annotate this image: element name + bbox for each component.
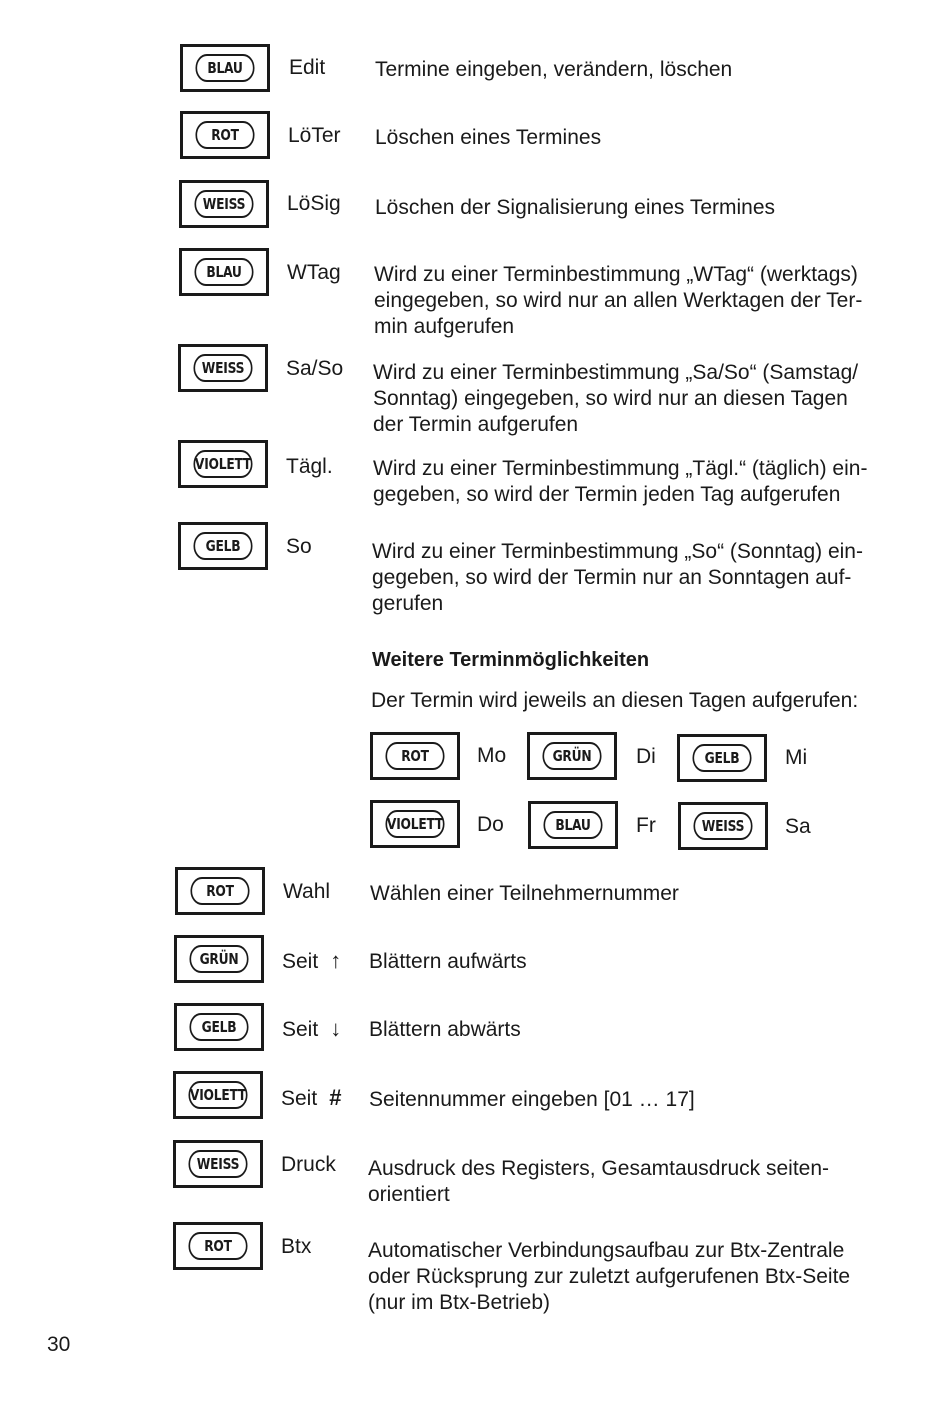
function-label: LöTer [288, 124, 341, 147]
function-description [368, 1156, 888, 1208]
function-description [372, 539, 892, 617]
arrow-down-icon: ↓ [330, 1016, 342, 1041]
description-line: Automatischer Verbindungsaufbau zur Btx-Zentrale [368, 1239, 845, 1262]
function-description [369, 1087, 889, 1113]
function-label-text: Seit [282, 1018, 319, 1041]
description-line: Wird zu einer Terminbestimmung „So“ (Sonntag) ein- [372, 540, 863, 563]
key-label: WEISS [193, 354, 252, 382]
description-line: Termine eingeben, verändern, löschen [375, 58, 733, 81]
function-label: Edit [289, 56, 326, 79]
key-label: ROT [385, 742, 444, 770]
description-line: Löschen eines Termines [375, 126, 602, 149]
key-label: WEISS [693, 812, 752, 840]
key-button [180, 44, 270, 92]
description-line: Sonntag) eingegeben, so wird nur an diesen Tagen [373, 387, 848, 410]
function-label: LöSig [287, 192, 341, 215]
key-button [178, 440, 268, 488]
function-label: Btx [281, 1235, 312, 1258]
function-description [373, 456, 893, 508]
key-label: BLAU [195, 54, 254, 82]
key-button [174, 935, 264, 983]
day-label: Mi [785, 746, 808, 769]
key-label: BLAU [543, 811, 602, 839]
key-label: GELB [189, 1013, 248, 1041]
function-label: Tägl. [286, 455, 333, 478]
key-button [677, 734, 767, 782]
function-description [374, 262, 894, 340]
function-label: Sa/So [286, 357, 344, 380]
description-line: Ausdruck des Registers, Gesamtausdruck seiten- [368, 1157, 830, 1180]
description-line: Wird zu einer Terminbestimmung „WTag“ (werktags) [374, 263, 858, 286]
key-label: VIOLETT [385, 810, 444, 838]
function-description [369, 1017, 889, 1043]
section-heading: Weitere Terminmöglichkeiten [372, 649, 650, 671]
key-button [178, 344, 268, 392]
function-label [281, 1085, 341, 1111]
key-label: GRÜN [542, 742, 601, 770]
function-description [375, 195, 895, 221]
section-intro: Der Termin wird jeweils an diesen Tagen aufgerufen: [371, 689, 859, 712]
key-label: ROT [190, 877, 249, 905]
description-line: gerufen [372, 592, 444, 615]
function-description [373, 360, 893, 438]
page-number: 30 [47, 1333, 71, 1356]
description-line: (nur im Btx-Betrieb) [368, 1291, 551, 1314]
function-description [375, 125, 895, 151]
description-line: Seitennummer eingeben [01 … 17] [369, 1088, 695, 1111]
key-label: GELB [692, 744, 751, 772]
description-line: orientiert [368, 1183, 450, 1206]
key-label: WEISS [194, 190, 253, 218]
description-line: min aufgerufen [374, 315, 515, 338]
description-line: Wird zu einer Terminbestimmung „Tägl.“ (täglich) ein- [373, 457, 868, 480]
description-line: eingegeben, so wird nur an allen Werktagen der Ter- [374, 289, 863, 312]
key-button [178, 522, 268, 570]
key-button [179, 180, 269, 228]
key-button [173, 1071, 263, 1119]
day-label: Di [636, 745, 656, 768]
key-button [174, 1003, 264, 1051]
function-label-text: Seit [281, 1087, 318, 1110]
description-line: Löschen der Signalisierung eines Termines [375, 196, 776, 219]
key-label: ROT [188, 1232, 247, 1260]
description-line: Wählen einer Teilnehmernummer [370, 882, 679, 905]
function-label: So [286, 535, 312, 558]
hash-icon: # [329, 1085, 342, 1110]
day-label: Mo [477, 744, 507, 767]
key-label: VIOLETT [193, 450, 252, 478]
key-button [528, 801, 618, 849]
function-label-text: Seit [282, 950, 319, 973]
key-button [527, 732, 617, 780]
function-description [375, 57, 895, 83]
description-line: der Termin aufgerufen [373, 413, 579, 436]
key-button [173, 1222, 263, 1270]
day-label: Sa [785, 815, 811, 838]
function-description [368, 1238, 888, 1316]
key-button [175, 867, 265, 915]
description-line: Blättern aufwärts [369, 950, 527, 973]
description-line: Blättern abwärts [369, 1018, 521, 1041]
function-label: Wahl [283, 880, 331, 903]
key-label: WEISS [188, 1150, 247, 1178]
description-line: gegeben, so wird der Termin nur an Sonntagen auf- [372, 566, 852, 589]
key-button [173, 1140, 263, 1188]
function-description [370, 881, 890, 907]
function-label [282, 1016, 341, 1042]
key-button [370, 800, 460, 848]
key-label: GRÜN [189, 945, 248, 973]
description-line: gegeben, so wird der Termin jeden Tag aufgerufen [373, 483, 841, 506]
key-button [180, 111, 270, 159]
key-label: GELB [193, 532, 252, 560]
function-label: Druck [281, 1153, 336, 1176]
function-description [369, 949, 889, 975]
key-button [179, 248, 269, 296]
function-label [282, 948, 341, 974]
day-label: Do [477, 813, 504, 836]
description-line: Wird zu einer Terminbestimmung „Sa/So“ (Samstag/ [373, 361, 859, 384]
day-label: Fr [636, 814, 656, 837]
description-line: oder Rücksprung zur zuletzt aufgerufenen Btx-Seite [368, 1265, 851, 1288]
key-button [370, 732, 460, 780]
key-label: VIOLETT [188, 1081, 247, 1109]
arrow-up-icon: ↑ [330, 948, 342, 973]
key-button [678, 802, 768, 850]
function-label: WTag [287, 261, 341, 284]
key-label: BLAU [194, 258, 253, 286]
key-label: ROT [195, 121, 254, 149]
